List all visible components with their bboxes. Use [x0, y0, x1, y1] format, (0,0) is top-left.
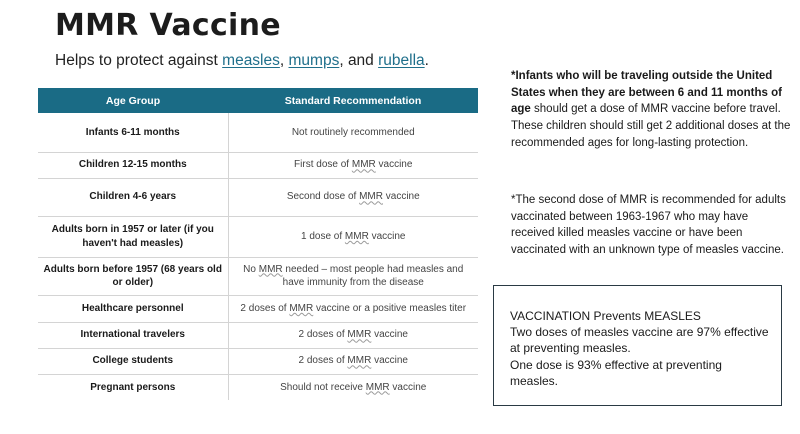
age-group-cell: College students [38, 348, 228, 374]
age-group-cell: Infants 6-11 months [38, 113, 228, 152]
subtitle-separator: , [279, 52, 289, 69]
age-group-cell: Pregnant persons [38, 374, 228, 400]
table-row [38, 113, 478, 152]
subtitle-prefix: Helps to protect against [55, 52, 223, 69]
infant-travel-note [511, 68, 791, 151]
subtitle-suffix: . [424, 52, 429, 69]
age-group-cell: Children 4-6 years [38, 178, 228, 216]
spellcheck-mark: MMR [351, 159, 376, 171]
spellcheck-mark: MMR [289, 302, 314, 314]
spellcheck-mark: MMR [258, 263, 283, 275]
age-group-cell: International travelers [38, 322, 228, 348]
recommendation-cell: 1 dose of MMR vaccine [228, 216, 478, 257]
age-group-cell: Adults born in 1957 or later (if you haven't had measles) [38, 216, 228, 257]
infant-travel-note-bold: *Infants who will be traveling outside the United States when they are between 6 and 11 months of age [511, 70, 782, 116]
measles-link[interactable]: measles [222, 52, 280, 69]
table-row [38, 216, 478, 257]
measles-effectiveness-box [493, 285, 782, 406]
recommendation-cell: Not routinely recommended [228, 113, 478, 152]
age-group-cell: Healthcare personnel [38, 295, 228, 322]
recommendation-table [38, 88, 478, 400]
recommendation-cell: Should not receive MMR vaccine [280, 381, 427, 393]
box-line-one-dose: One dose is 93% effective at preventing measles. [510, 357, 722, 388]
spellcheck-mark: MMR [347, 329, 372, 341]
second-dose-note: *The second dose of MMR is recommended for adults vaccinated between 1963-1967 who may have received killed measles vaccine or have been vaccinated with an unknown type of measles vaccine. [511, 194, 786, 257]
table-row [38, 322, 478, 348]
recommendation-cell: No MMR needed – most people had measles and have immunity from the disease [228, 257, 478, 295]
recommendation-cell: First dose of MMR vaccine [228, 152, 478, 178]
table-row [38, 152, 478, 178]
table-row [38, 348, 478, 374]
rubella-link[interactable]: rubella [378, 52, 425, 69]
box-heading: VACCINATION Prevents MEASLES [510, 309, 701, 323]
spellcheck-mark: MMR [359, 191, 383, 203]
subtitle [55, 52, 429, 70]
table-row [38, 374, 478, 400]
subtitle-separator: , and [339, 52, 379, 69]
page-title: MMR Vaccine [55, 8, 281, 43]
spellcheck-mark: MMR [347, 355, 372, 367]
header-standard-recommendation: Standard Recommendation [228, 88, 478, 113]
age-group-cell: Adults born before 1957 (68 years old or older) [38, 257, 228, 295]
infant-travel-note-text: should get a dose of MMR vaccine before travel. These children should still get 2 additional doses at the recommended ages for long-lasting protection. [511, 103, 791, 149]
table-row [38, 178, 478, 216]
age-group-cell: Children 12-15 months [38, 152, 228, 178]
spellcheck-mark: MMR [365, 381, 390, 393]
table-header-row [38, 88, 478, 113]
box-line-two-doses: Two doses of measles vaccine are 97% effective at preventing measles. [510, 325, 769, 356]
spellcheck-mark: MMR [344, 230, 369, 242]
recommendation-cell: Second dose of MMR vaccine [228, 178, 478, 216]
mumps-link[interactable]: mumps [288, 52, 340, 69]
table-row [38, 295, 478, 322]
recommendation-cell: 2 doses of MMR vaccine or a positive measles titer [228, 295, 478, 322]
recommendation-cell: 2 doses of MMR vaccine [228, 322, 478, 348]
header-age-group: Age Group [38, 88, 228, 113]
table-row [38, 257, 478, 295]
recommendation-cell: 2 doses of MMR vaccine [228, 348, 478, 374]
